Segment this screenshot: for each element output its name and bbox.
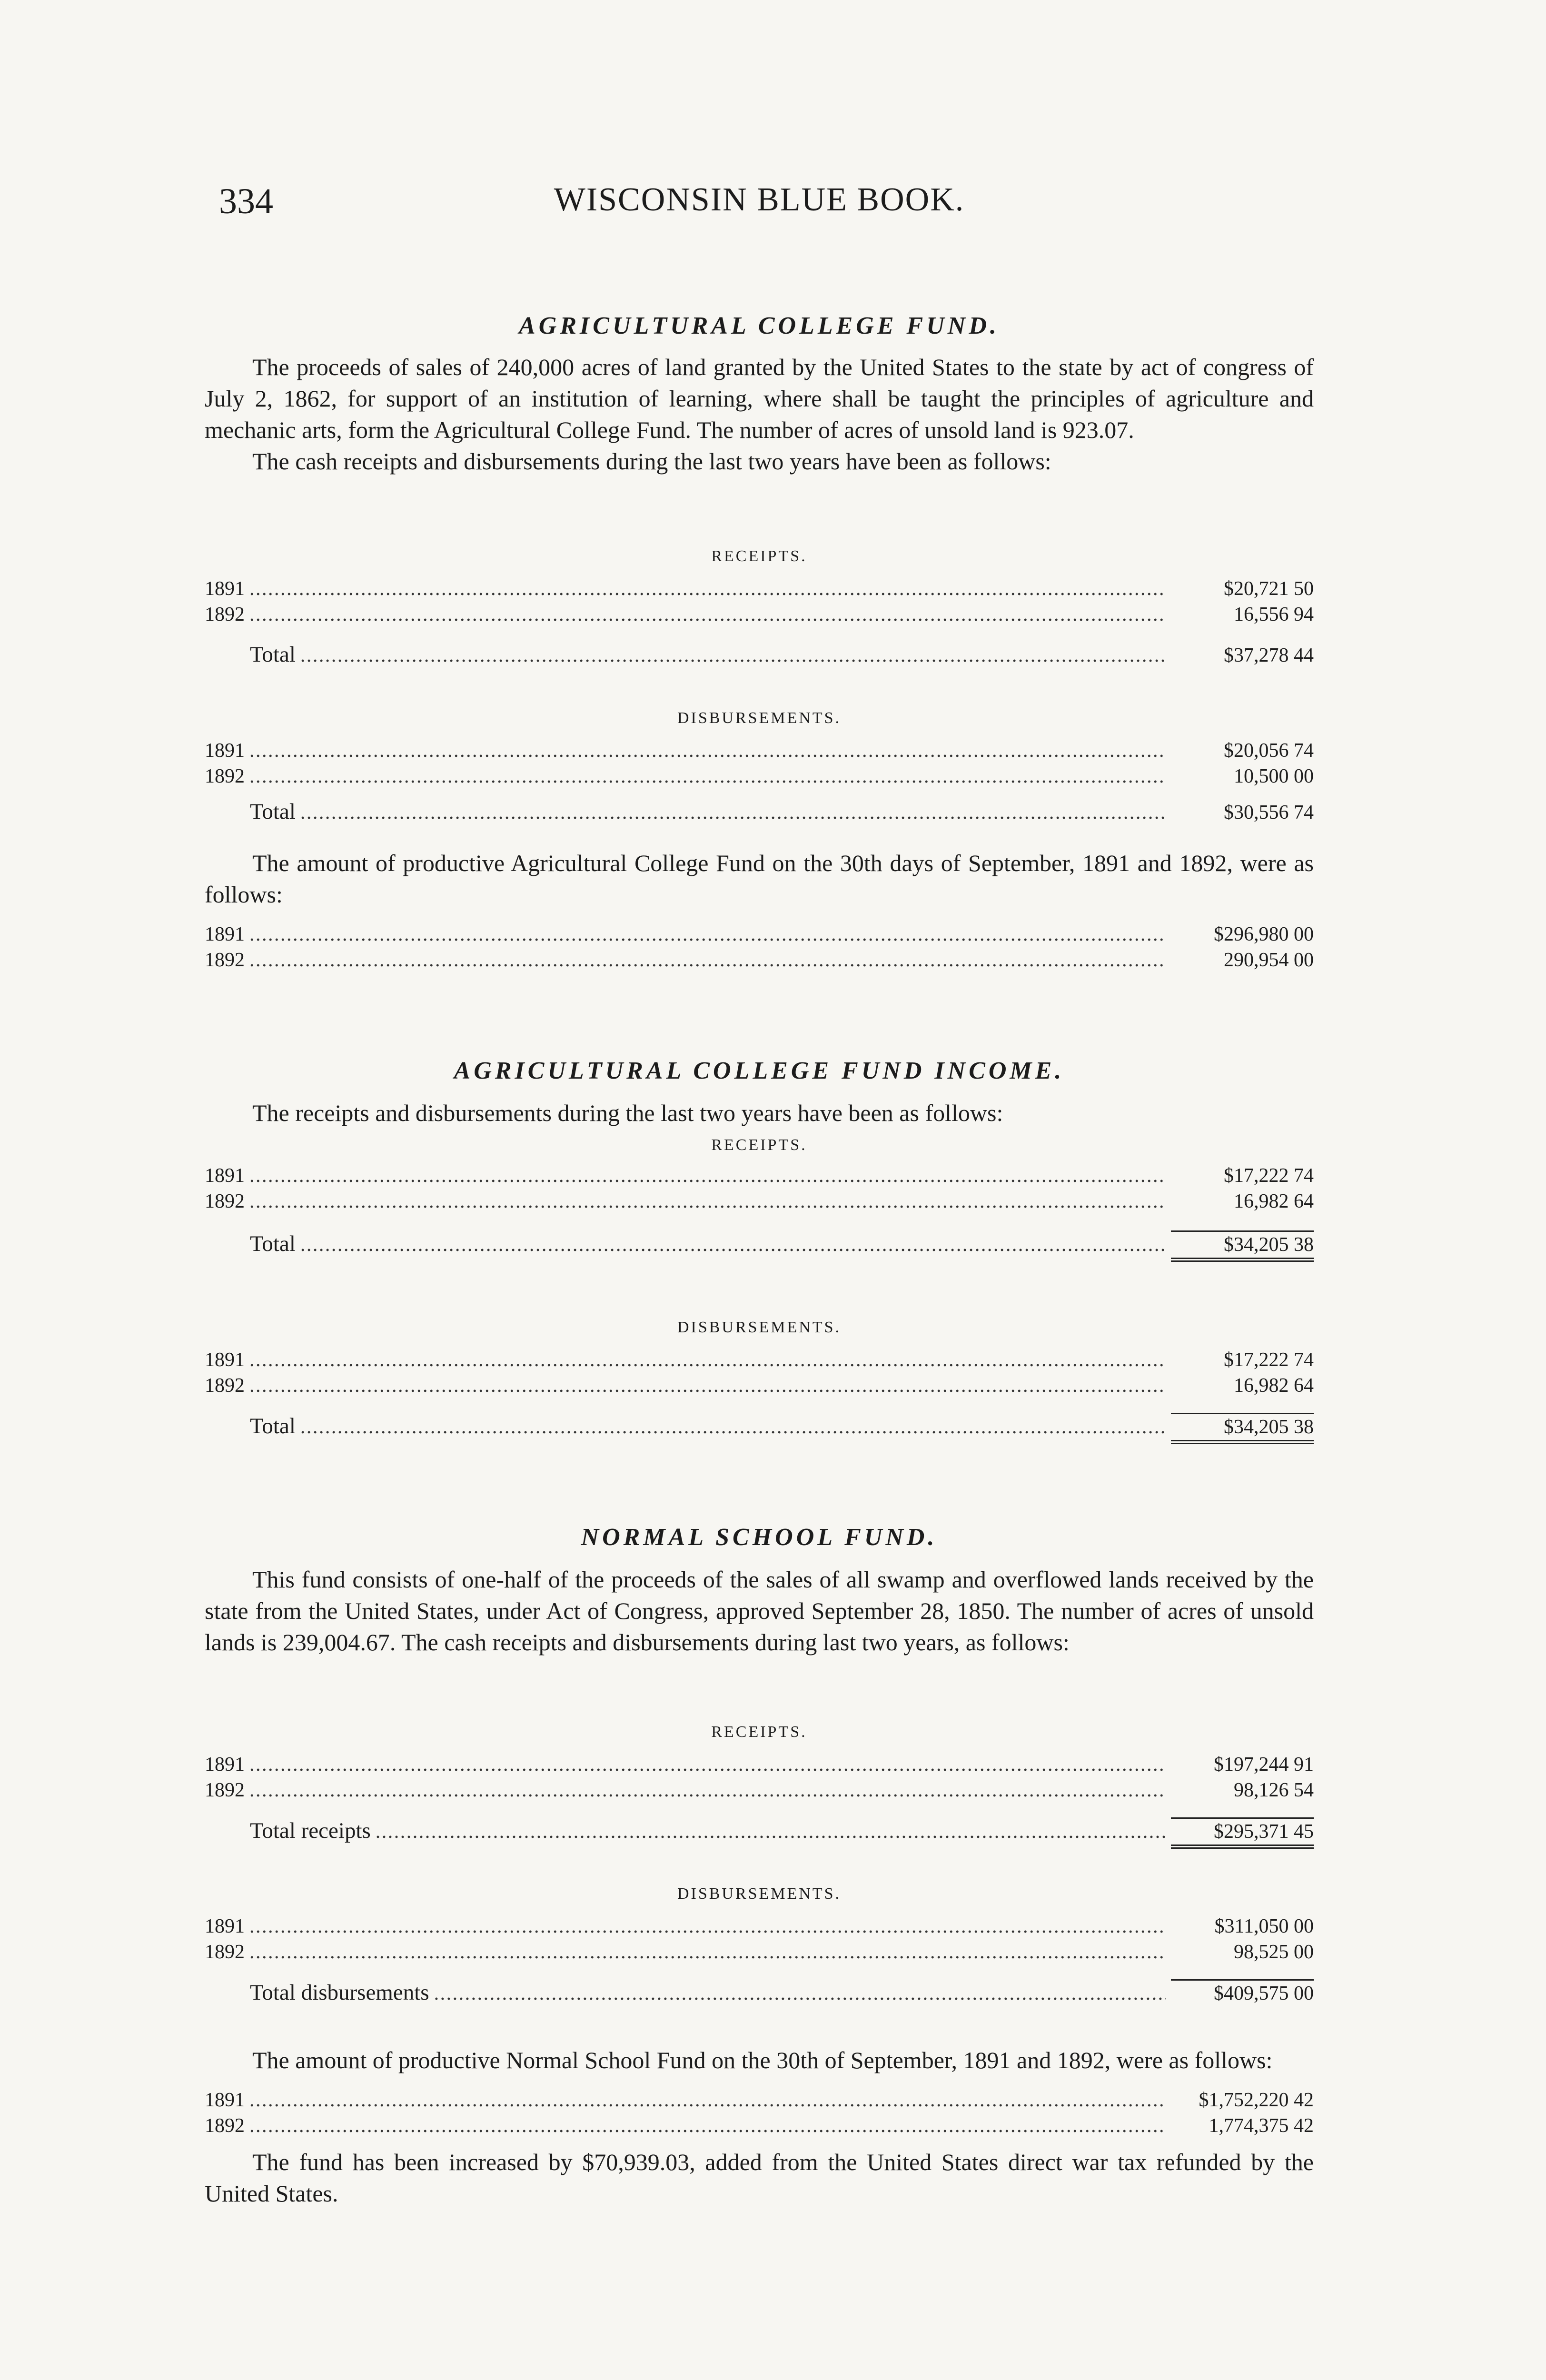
productive-text: The amount of productive Agricultural College Fund on the 30th days of September, 1891 and 1892, were as follows: bbox=[205, 850, 1314, 908]
page-number: 334 bbox=[219, 181, 273, 221]
row-year: 1891 bbox=[205, 923, 245, 945]
row-year: 1891 bbox=[205, 2089, 245, 2111]
row-amount: $1,752,220 42 bbox=[1199, 2089, 1314, 2111]
table-row bbox=[205, 764, 1314, 789]
row-year: 1891 bbox=[205, 740, 245, 762]
row-amount: $296,980 00 bbox=[1214, 923, 1314, 945]
section-agricultural-college-fund bbox=[205, 312, 1314, 477]
table-row bbox=[205, 2113, 1314, 2139]
acfi-disbursements-table bbox=[205, 1319, 1314, 1444]
section-title: AGRICULTURAL COLLEGE FUND. bbox=[519, 312, 1000, 339]
total-label: Total bbox=[250, 642, 296, 667]
row-year: 1891 bbox=[205, 1349, 245, 1371]
disbursements-heading: DISBURSEMENTS. bbox=[677, 1319, 842, 1336]
row-year: 1891 bbox=[205, 1165, 245, 1187]
receipts-heading: RECEIPTS. bbox=[711, 1136, 807, 1154]
section-intro-2: The cash receipts and disbursements during the last two years have been as follows: bbox=[252, 448, 1051, 475]
section-title: AGRICULTURAL COLLEGE FUND INCOME. bbox=[454, 1057, 1065, 1084]
row-year: 1891 bbox=[205, 1754, 245, 1775]
table-row bbox=[205, 922, 1314, 947]
row-amount: $17,222 74 bbox=[1224, 1349, 1314, 1371]
row-year: 1892 bbox=[205, 1375, 245, 1397]
row-amount: $197,244 91 bbox=[1214, 1754, 1314, 1775]
section-normal-school-fund bbox=[205, 1523, 1314, 1658]
table-row bbox=[205, 738, 1314, 764]
nsf-receipts-table bbox=[205, 1723, 1314, 1849]
row-year: 1892 bbox=[205, 604, 245, 625]
section-intro: This fund consists of one-half of the proceeds of the sales of all swamp and overflowed lands received by the state from the United States, under Act of Congress, approved September 28, 1850. The number of acres of unsold lands is 239,004.67. The cash receipts and disbursements during last two years, as follows: bbox=[205, 1566, 1314, 1656]
table-row bbox=[205, 1347, 1314, 1373]
document-page bbox=[205, 0, 1314, 2380]
productive-text: The amount of productive Normal School Fund on the 30th of September, 1891 and 1892, were as follows: bbox=[252, 2047, 1273, 2073]
total-row bbox=[205, 1413, 1314, 1444]
table-row bbox=[205, 1939, 1314, 1965]
row-amount: 16,556 94 bbox=[1234, 604, 1314, 625]
row-amount: $311,050 00 bbox=[1214, 1915, 1314, 1937]
table-row bbox=[205, 1373, 1314, 1398]
row-amount: 1,774,375 42 bbox=[1209, 2115, 1314, 2137]
row-year: 1892 bbox=[205, 949, 245, 971]
total-row bbox=[205, 1979, 1314, 2006]
row-year: 1892 bbox=[205, 1941, 245, 1963]
row-amount: 98,525 00 bbox=[1234, 1941, 1314, 1963]
table-row bbox=[205, 1777, 1314, 1803]
row-year: 1891 bbox=[205, 578, 245, 600]
table-row bbox=[205, 1752, 1314, 1777]
table-row bbox=[205, 1189, 1314, 1214]
total-amount: $295,371 45 bbox=[1171, 1817, 1314, 1849]
table-row bbox=[205, 1163, 1314, 1189]
receipts-heading: RECEIPTS. bbox=[711, 547, 807, 565]
table-row bbox=[205, 947, 1314, 973]
acf-disbursements-table bbox=[205, 709, 1314, 825]
row-amount: 10,500 00 bbox=[1234, 765, 1314, 787]
row-amount: 98,126 54 bbox=[1234, 1779, 1314, 1801]
closing-text: The fund has been increased by $70,939.03, added from the United States direct war tax refunded by the United States. bbox=[205, 2149, 1314, 2207]
table-row bbox=[205, 2087, 1314, 2113]
total-amount: $34,205 38 bbox=[1171, 1230, 1314, 1262]
row-year: 1891 bbox=[205, 1915, 245, 1937]
running-title: WISCONSIN BLUE BOOK. bbox=[554, 181, 965, 218]
disbursements-heading: DISBURSEMENTS. bbox=[677, 709, 842, 727]
acf-productive bbox=[205, 847, 1314, 973]
table-row bbox=[205, 1914, 1314, 1939]
section-intro: The proceeds of sales of 240,000 acres of land granted by the United States to the state by act of congress of July 2, 1862, for support of an institution of learning, where shall be taught the principles of agriculture and mechanic arts, form the Agricultural College Fund. The number of acres of unsold land is 923.07. bbox=[205, 354, 1314, 443]
disbursements-heading: DISBURSEMENTS. bbox=[677, 1885, 842, 1903]
acf-receipts-table bbox=[205, 547, 1314, 668]
total-row bbox=[205, 642, 1314, 668]
row-year: 1892 bbox=[205, 2115, 245, 2137]
total-label: Total receipts bbox=[250, 1818, 371, 1843]
total-row bbox=[205, 1230, 1314, 1262]
row-year: 1892 bbox=[205, 1779, 245, 1801]
total-label: Total bbox=[250, 799, 296, 824]
total-amount: $37,278 44 bbox=[1224, 645, 1314, 666]
row-amount: $20,056 74 bbox=[1224, 740, 1314, 762]
table-row bbox=[205, 576, 1314, 602]
nsf-disbursements-table bbox=[205, 1885, 1314, 2006]
section-title: NORMAL SCHOOL FUND. bbox=[581, 1524, 938, 1551]
nsf-productive bbox=[205, 2044, 1314, 2209]
row-year: 1892 bbox=[205, 765, 245, 787]
total-row bbox=[205, 799, 1314, 825]
row-amount: 16,982 64 bbox=[1234, 1375, 1314, 1397]
section-acf-income bbox=[205, 1057, 1314, 1262]
receipts-heading: RECEIPTS. bbox=[711, 1723, 807, 1741]
page-header bbox=[205, 181, 1314, 238]
row-year: 1892 bbox=[205, 1190, 245, 1212]
total-label: Total bbox=[250, 1231, 296, 1256]
row-amount: 290,954 00 bbox=[1224, 949, 1314, 971]
section-intro: The receipts and disbursements during the last two years have been as follows: bbox=[252, 1100, 1003, 1126]
total-amount: $409,575 00 bbox=[1171, 1979, 1314, 2006]
table-row bbox=[205, 602, 1314, 627]
total-label: Total disbursements bbox=[250, 1980, 429, 2005]
row-amount: $17,222 74 bbox=[1224, 1165, 1314, 1187]
total-amount: $34,205 38 bbox=[1171, 1413, 1314, 1444]
total-label: Total bbox=[250, 1414, 296, 1438]
row-amount: 16,982 64 bbox=[1234, 1190, 1314, 1212]
total-amount: $30,556 74 bbox=[1224, 802, 1314, 823]
total-row bbox=[205, 1817, 1314, 1849]
row-amount: $20,721 50 bbox=[1224, 578, 1314, 600]
